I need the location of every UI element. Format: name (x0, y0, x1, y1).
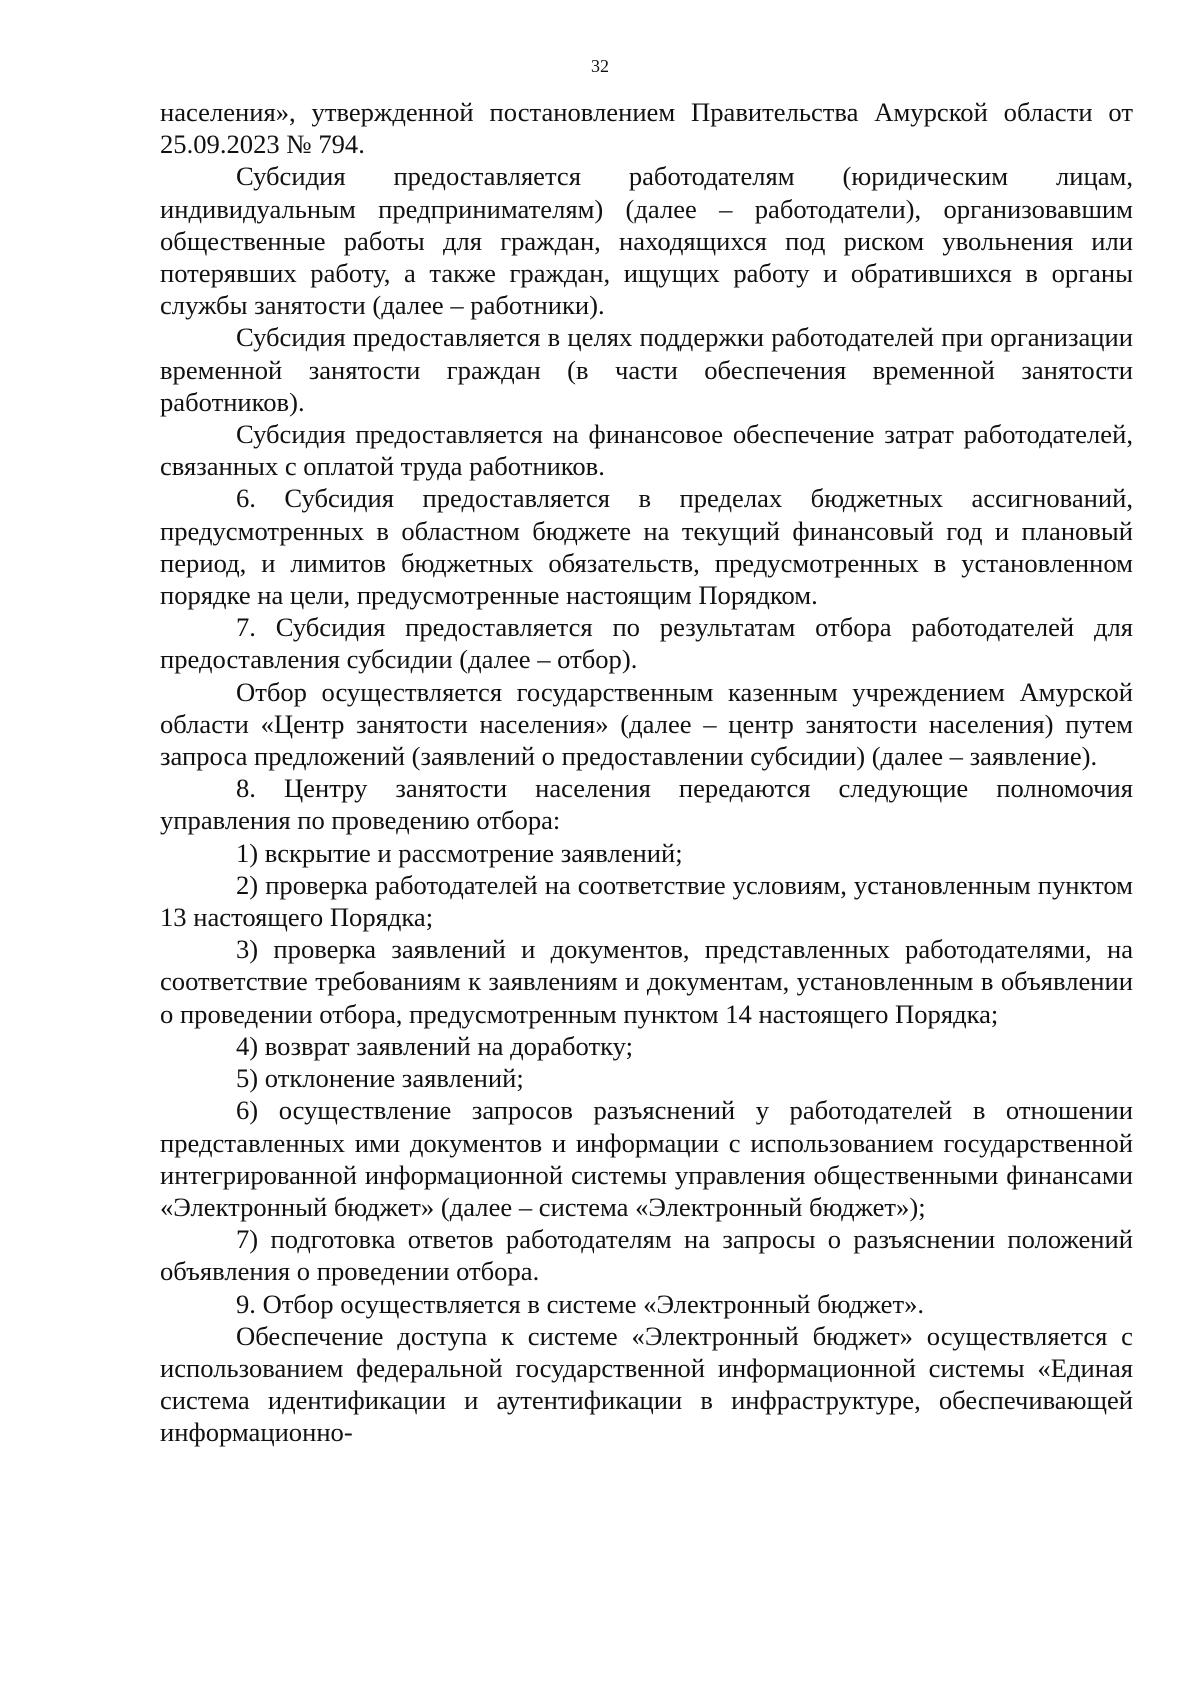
document-body (160, 96, 1133, 1449)
paragraph-subsidy-costs: Субсидия предоставляется на финансовое обеспечение затрат работодателей, связанных с оплатой труда работников. (160, 419, 1133, 482)
list-item-8-4: 4) возврат заявлений на доработку; (236, 1030, 633, 1061)
list-item-8-2: 2) проверка работодателей на соответствие условиям, установленным пунктом 13 настоящего Порядка; (160, 869, 1133, 933)
list-item-8-1: 1) вскрытие и рассмотрение заявлений; (236, 837, 683, 868)
paragraph-item-8: 8. Центру занятости населения передаются следующие полномочия управления по проведению отбора: (160, 773, 1133, 836)
list-item-8-6: 6) осуществление запросов разъяснений у работодателей в отношении представленных ими документов и информации с использованием государственной интегрированной информационной системы управления общественными финансами «Электронный бюджет» (далее – система «Электронный бюджет»); (160, 1095, 1133, 1222)
paragraph-item-7: 7. Субсидия предоставляется по результатам отбора работодателей для предоставления субсидии (далее – отбор). (160, 612, 1133, 675)
paragraph-selection-organizer: Отбор осуществляется государственным казенным учреждением Амурской области «Центр занятости населения» (далее – центр занятости населения) путем запроса предложений (заявлений о предоставлении субсидии) (далее – заявление). (160, 676, 1133, 772)
paragraph-item-9: 9. Отбор осуществляется в системе «Электронный бюджет». (236, 1288, 925, 1319)
paragraph-subsidy-purpose: Субсидия предоставляется в целях поддержки работодателей при организации временной занятости граждан (в части обеспечения временной занятости работников). (160, 322, 1133, 417)
paragraph-item-6: 6. Субсидия предоставляется в пределах бюджетных ассигнований, предусмотренных в областном бюджете на текущий финансовый год и плановый период, и лимитов бюджетных обязательств, предусмотренных в установленном порядке на цели, предусмотренные настоящим Порядком. (160, 483, 1133, 611)
list-item-8-3: 3) проверка заявлений и документов, представленных работодателями, на соответствие требованиям к заявлениям и документам, установленным в объявлении о проведении отбора, предусмотренным пунктом 14 настоящего Порядка; (160, 934, 1133, 1029)
paragraph-continuation: населения», утвержденной постановлением Правительства Амурской области от 25.09.2023 № 794. (160, 97, 1133, 160)
page-number: 32 (591, 56, 609, 76)
paragraph-subsidy-recipients: Субсидия предоставляется работодателям (юридическим лицам, индивидуальным предпринимателям) (далее – работодатели), организовавшим общественные работы для граждан, находящихся под риском увольнения или потерявших работу, а также граждан, ищущих работу и обратившихся в органы службы занятости (далее – работники). (160, 161, 1133, 321)
paragraph-system-access: Обеспечение доступа к системе «Электронный бюджет» осуществляется с использованием федеральной государственной информационной системы «Единая система идентификации и аутентификации в инфраструктуре, обеспечивающей информационно- (160, 1320, 1133, 1448)
list-item-8-7: 7) подготовка ответов работодателям на запросы о разъяснении положений объявления о проведении отбора. (160, 1224, 1133, 1287)
list-item-8-5: 5) отклонение заявлений; (236, 1063, 524, 1094)
